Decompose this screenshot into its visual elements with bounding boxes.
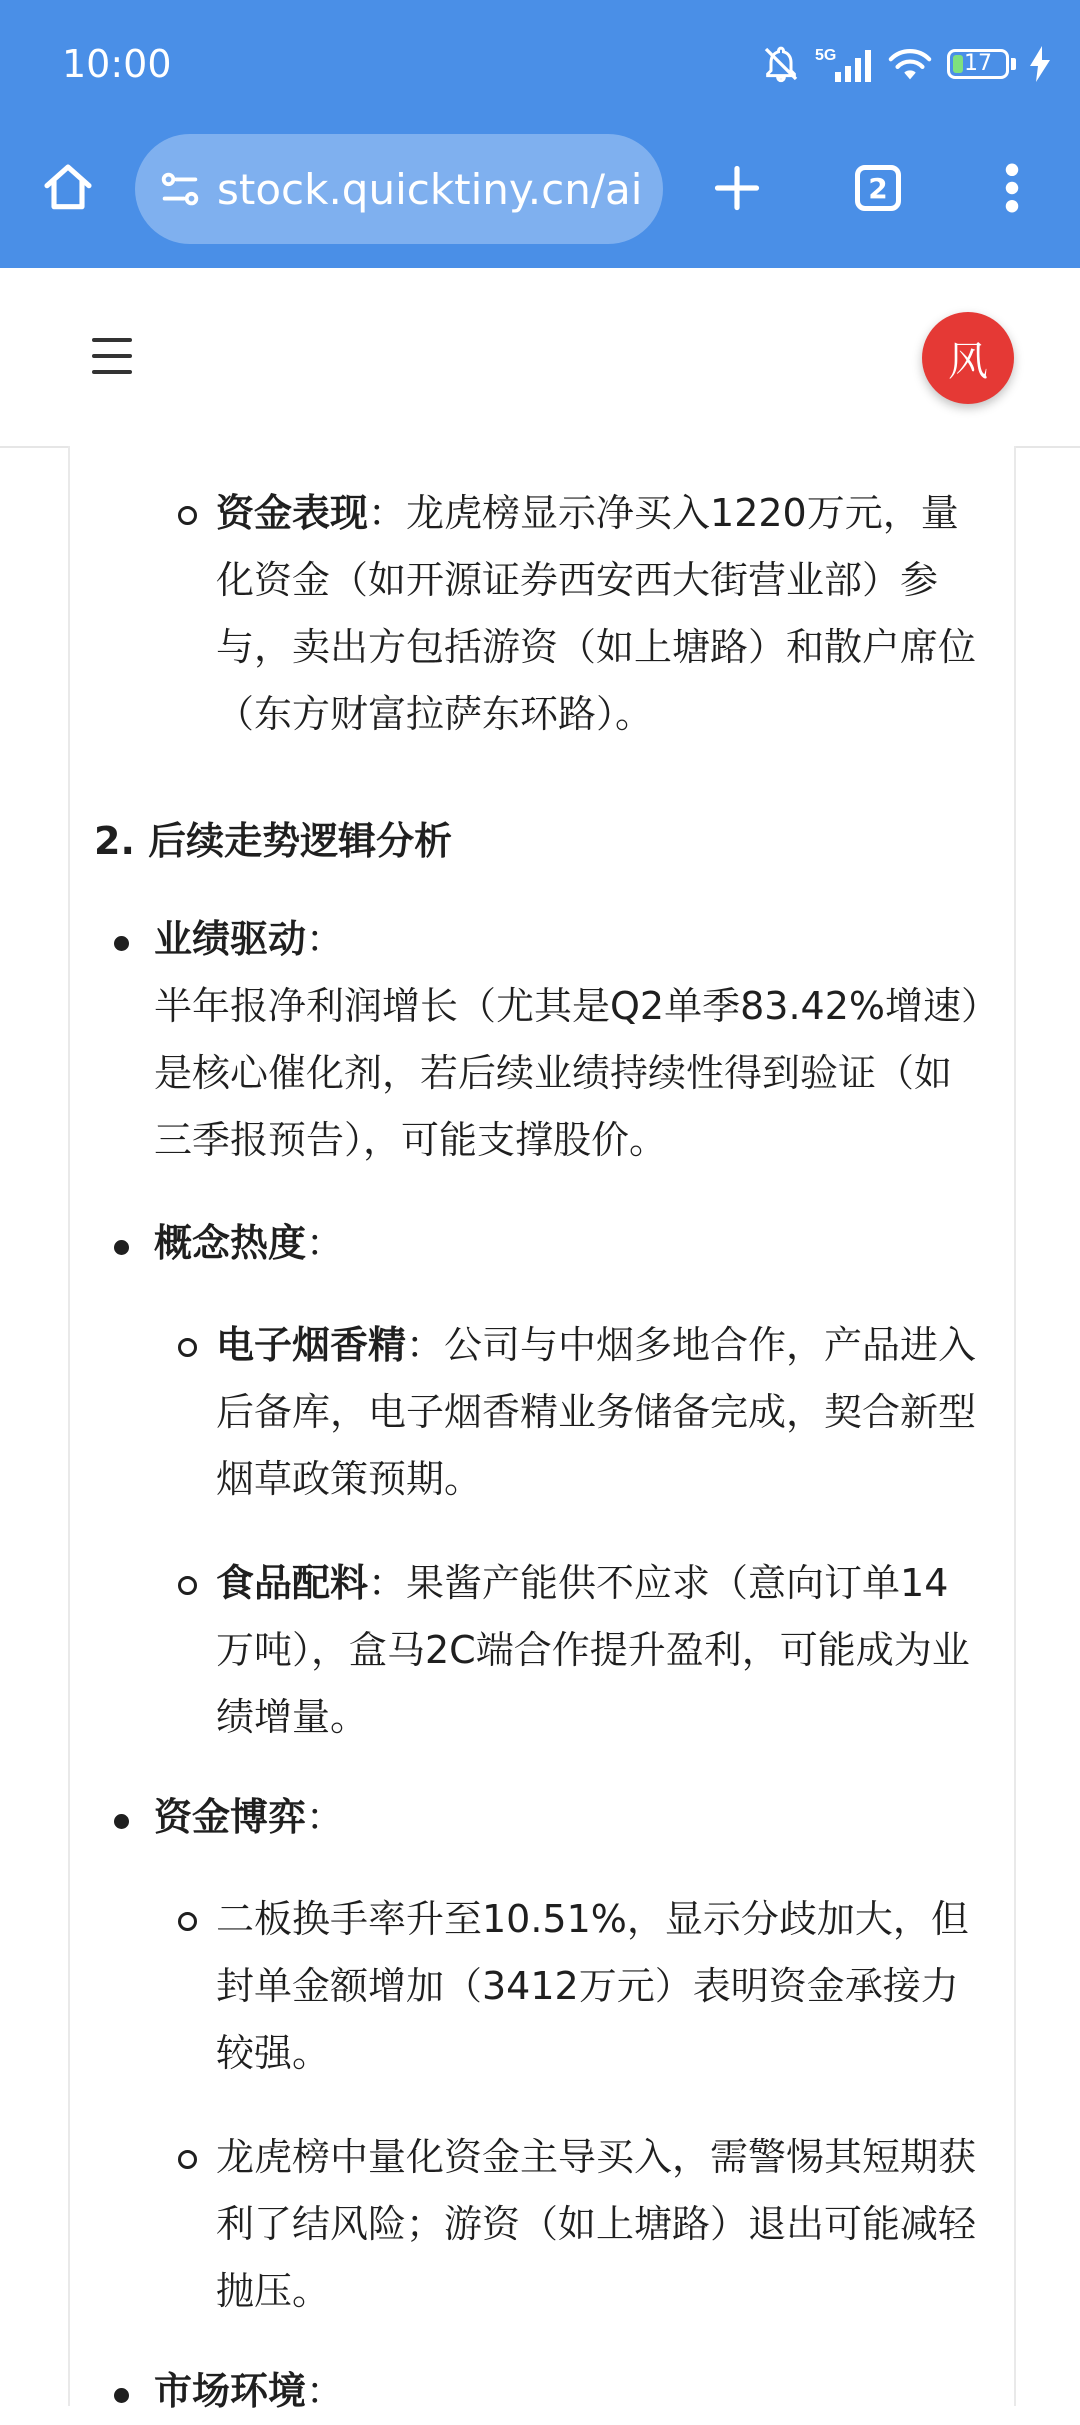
bullet: [114, 936, 129, 951]
network-label: 5G: [815, 47, 837, 64]
item-label: 概念热度: [154, 1221, 307, 1265]
wifi-icon: [887, 44, 933, 84]
bell-off-icon: [761, 44, 801, 84]
new-tab-button[interactable]: [700, 150, 774, 226]
sub-bullet: [178, 2150, 197, 2169]
tab-count: 2: [868, 171, 888, 205]
url-bar[interactable]: [135, 134, 663, 244]
item-label: 电子烟香精: [216, 1323, 407, 1367]
list-item: [154, 2358, 984, 2425]
bullet: [114, 1240, 129, 1255]
list-item: [154, 1210, 984, 1277]
more-vert-icon: [1004, 162, 1020, 214]
bullet: [114, 2388, 129, 2403]
status-icons: [761, 44, 1050, 84]
hamburger-icon[interactable]: [92, 338, 132, 374]
item-label: 业绩驱动: [154, 917, 307, 961]
item-label: 食品配料: [216, 1561, 369, 1605]
item-colon: ：: [306, 2369, 345, 2413]
item-text: 二板换手率升至10.51%，显示分歧加大，但封单金额增加（3412万元）表明资金承接力较强。: [216, 1897, 969, 2075]
home-icon: [40, 160, 96, 216]
sub-bullet: [178, 1338, 197, 1357]
list-item: [154, 906, 984, 1174]
item-text: ：公司与中烟多地合作，产品进入后备库，电子烟香精业务储备完成，契合新型烟草政策预期。: [216, 1323, 977, 1501]
sub-bullet: [178, 1576, 197, 1595]
more-menu-button[interactable]: [990, 150, 1034, 226]
item-text: 半年报净利润增长（尤其是Q2单季83.42%增速）是核心催化剂，若后续业绩持续性得到验证（如三季报预告），可能支撑股价。: [154, 984, 980, 1162]
charging-icon: [1030, 46, 1050, 82]
tabs-icon: [855, 165, 901, 211]
battery-level: 17: [964, 51, 992, 76]
sub-bullet: [178, 506, 197, 525]
item-text: ：果酱产能供不应求（意向订单14万吨），盒马2C端合作提升盈利，可能成为业绩增量。: [216, 1561, 970, 1739]
list-item: [216, 1312, 986, 1513]
list-item: [216, 1886, 986, 2087]
item-text: ：龙虎榜显示净买入1220万元，量化资金（如开源证券西安西大街营业部）参与，卖出方包括游资（如上塘路）和散户席位（东方财富拉萨东环路）。: [216, 491, 977, 736]
avatar[interactable]: 风: [922, 312, 1014, 404]
url-text[interactable]: stock.quicktiny.cn/ai: [217, 164, 643, 214]
bullet: [114, 1814, 129, 1829]
item-text: 龙虎榜中量化资金主导买入，需警惕其短期获利了结风险；游资（如上塘路）退出可能减轻抛压。: [216, 2135, 977, 2313]
item-label: 市场环境: [154, 2369, 307, 2413]
signal-icon: [815, 44, 873, 84]
item-colon: ：: [306, 917, 345, 961]
tabs-button[interactable]: [838, 150, 918, 226]
item-label: 资金表现: [216, 491, 369, 535]
sub-bullet: [178, 1912, 197, 1931]
plus-icon: [711, 162, 763, 214]
site-settings-icon[interactable]: [155, 164, 205, 214]
item-label: 资金博弈: [154, 1795, 307, 1839]
battery-icon: [947, 49, 1009, 79]
browser-chrome: [0, 0, 1080, 268]
list-item: [216, 480, 986, 748]
status-time: 10:00: [62, 42, 172, 86]
site-header: [0, 270, 1080, 448]
list-item: [216, 2124, 986, 2325]
section-title: 2. 后续走势逻辑分析: [94, 819, 453, 863]
item-colon: ：: [306, 1221, 345, 1265]
home-button[interactable]: [32, 150, 104, 226]
answer-card: [68, 446, 1016, 2413]
list-item: [154, 1784, 984, 1851]
list-item: [216, 1550, 986, 1751]
item-colon: ：: [306, 1795, 345, 1839]
